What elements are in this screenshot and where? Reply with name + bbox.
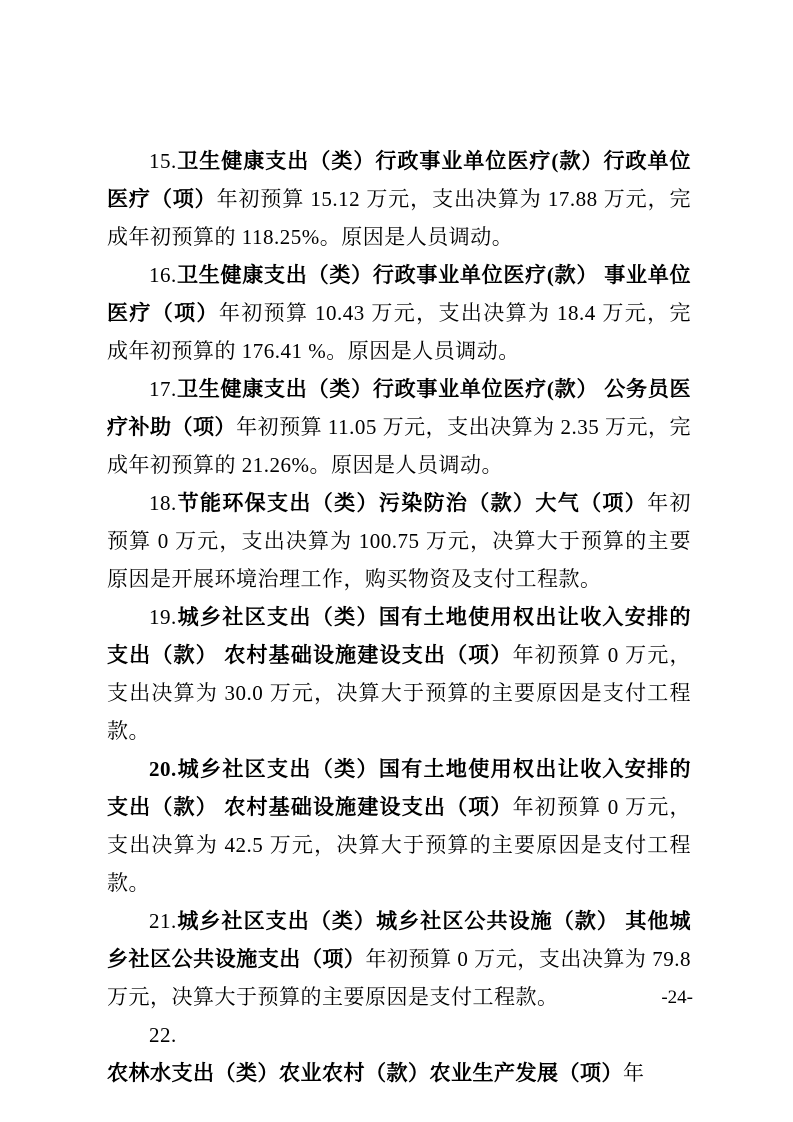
body-run: 年初预算 15.12 万元，支出决算为 17.88 万元，完成年初预算的 118.25%。原因是人员调动。 bbox=[107, 187, 692, 249]
document-body bbox=[107, 142, 691, 1092]
paragraph bbox=[107, 370, 691, 484]
body-run: 年初预算 10.43 万元，支出决算为 18.4 万元，完成年初预算的 176.41 %。原因是人员调动。 bbox=[107, 301, 691, 363]
paragraph bbox=[107, 1016, 691, 1092]
body-run: 年初预算 11.05 万元，支出决算为 2.35 万元，完成年初预算的 21.26%。原因是人员调动。 bbox=[107, 415, 691, 477]
body-run: 年初预算 0 万元，支出决算为 100.75 万元，决算大于预算的主要原因是开展环境治理工作，购买物资及支付工程款。 bbox=[107, 491, 691, 591]
body-run: 18. bbox=[149, 491, 177, 515]
heading-run: 城乡社区支出（类）国有土地使用权出让收入安排的支出（款） 农村基础设施建设支出（项） bbox=[107, 605, 691, 667]
body-run: 19. bbox=[149, 605, 177, 629]
body-run: 17. bbox=[149, 377, 177, 401]
heading-run: 节能环保支出（类）污染防治（款）大气（项） bbox=[176, 491, 648, 515]
paragraph bbox=[107, 484, 691, 598]
body-run: 年初预算 0 万元，支出决算为 42.5 万元，决算大于预算的主要原因是支付工程款。 bbox=[107, 795, 692, 895]
heading-run: 20.城乡社区支出（类）国有土地使用权出让收入安排的支出（款） 农村基础设施建设支出（项） bbox=[107, 757, 691, 819]
paragraph bbox=[107, 750, 691, 902]
heading-run: 城乡社区支出（类）城乡社区公共设施（款） 其他城乡社区公共设施支出（项） bbox=[107, 909, 691, 971]
paragraph bbox=[107, 256, 691, 370]
paragraph bbox=[107, 902, 691, 1016]
body-run: 年 bbox=[623, 1061, 645, 1085]
heading-run: 卫生健康支出（类）行政事业单位医疗(款）行政单位医疗（项） bbox=[107, 149, 691, 211]
heading-run: 农林水支出（类）农业农村（款）农业生产发展（项） bbox=[107, 1061, 623, 1085]
body-run: 15. bbox=[149, 149, 177, 173]
paragraph bbox=[107, 598, 691, 750]
body-run: 21. bbox=[149, 909, 177, 933]
paragraph bbox=[107, 142, 691, 256]
body-run: 16. bbox=[149, 263, 177, 287]
body-run: 22. bbox=[149, 1023, 177, 1047]
heading-run: 卫生健康支出（类）行政事业单位医疗(款） 事业单位医疗（项） bbox=[107, 263, 691, 325]
body-run: 年初预算 0 万元，支出决算为 79.8 万元，决算大于预算的主要原因是支付工程款。 bbox=[107, 947, 692, 1009]
heading-run: 卫生健康支出（类）行政事业单位医疗(款） 公务员医疗补助（项） bbox=[107, 377, 691, 439]
body-run: 年初预算 0 万元，支出决算为 30.0 万元，决算大于预算的主要原因是支付工程款。 bbox=[107, 643, 692, 743]
page-number: -24- bbox=[661, 987, 693, 1008]
